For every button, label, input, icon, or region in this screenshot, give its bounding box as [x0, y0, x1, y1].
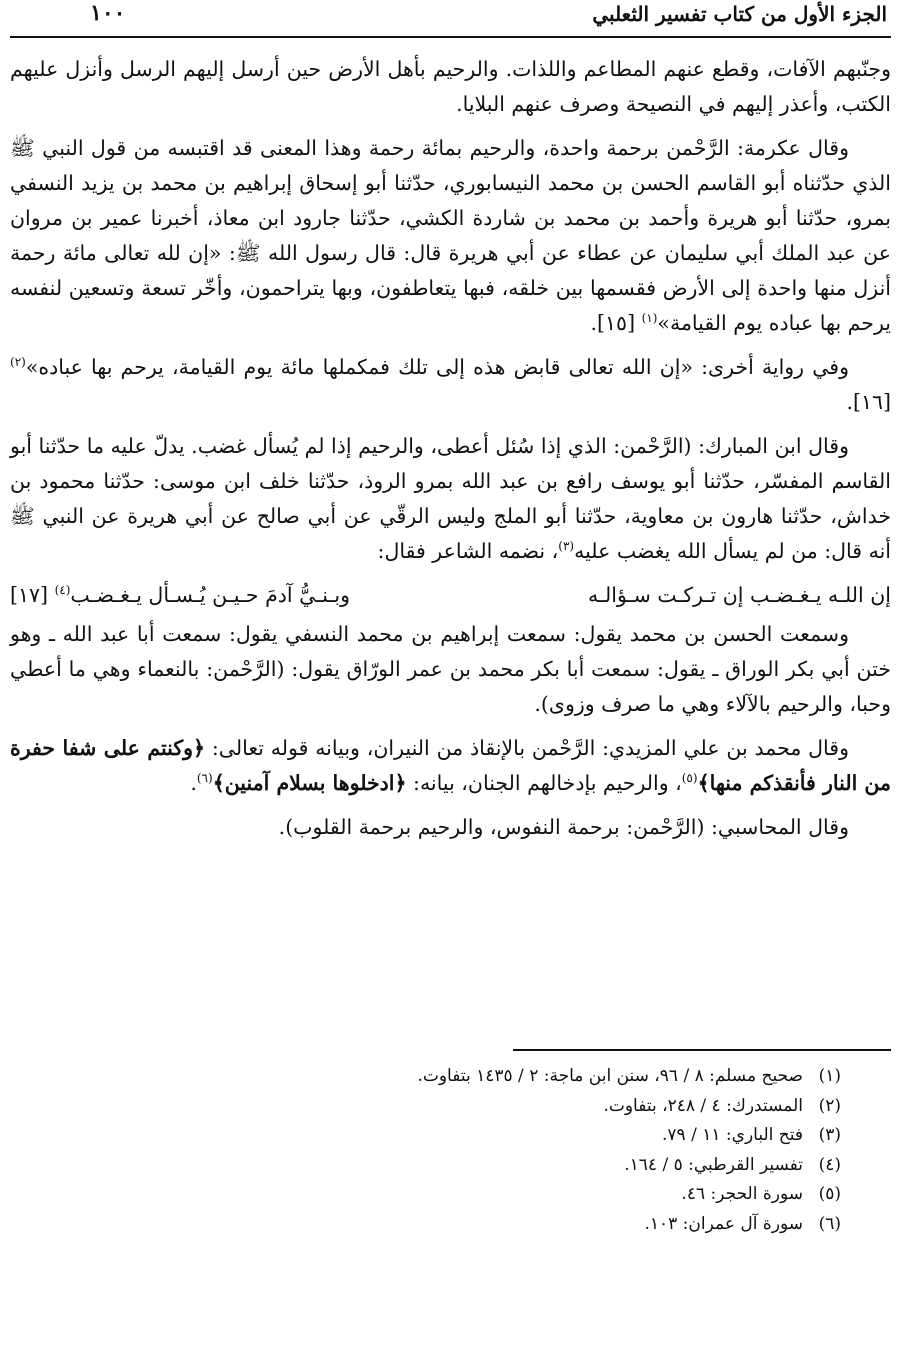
paragraph-1	[10, 52, 891, 122]
footnote-marker: (١)	[641, 311, 658, 326]
footnote-number: (٦)	[818, 1213, 841, 1234]
verse-second-hemistich: وبـنـيُّ آدمَ حـيـن يُـسـأل يـغـضـب	[70, 583, 351, 607]
footnote-number: (٣)	[818, 1125, 841, 1145]
footnote-marker: (٦)	[196, 771, 213, 786]
footnote-marker: (٤)	[54, 583, 71, 598]
footnote-item	[241, 1121, 841, 1151]
paragraph-text-continued: ، نضمه الشاعر فقال:	[377, 539, 559, 563]
footnote-text: المستدرك: ٤ / ٢٤٨، بتفاوت.	[603, 1095, 803, 1116]
paragraph-4	[10, 429, 891, 569]
footnote-number: (١)	[818, 1066, 841, 1086]
hadith-reference: [١٦].	[846, 390, 891, 414]
quran-quote: ﴿ادخلوها بسلام آمنين﴾	[212, 771, 407, 795]
footnote-item	[241, 1062, 841, 1092]
footnote-item	[241, 1210, 841, 1240]
main-text	[10, 52, 891, 854]
page-header	[10, 0, 891, 38]
paragraph-text: وقال عكرمة: الرَّحْمن برحمة واحدة، والرحيم بمائة رحمة وهذا المعنى قد اقتبسه من قول النبي ﷺ الذي حدّثناه أبو القاسم الحسن بن محمد النيسابوري، حدّثنا أبو إسحاق إبراهيم بن محمد بن يزيد النسفي بمرو، حدّثنا أبو هريرة وأحمد بن محمد بن شاردة الكشي، حدّثنا جارود ابن معاذ، أخبرنا عمير بن مروان عن عبد الملك أبي سليمان عن عطاء عن أبي هريرة قال: قال رسول الله ﷺ: «إن لله تعالى مائة رحمة أنزل منها واحدة إلى الأرض فقسمها بين خلقه، فبها يتعاطفون، وبها يتراحمون، وأخّر تسعة وتسعين لنفسه يرحم بها عباده يوم القيامة»	[10, 136, 891, 335]
footnote-number: (٢)	[818, 1095, 841, 1116]
footnote-text: فتح الباري: ١١ / ٧٩.	[662, 1125, 803, 1145]
page-number: ١٠٠	[90, 0, 126, 26]
footnote-item	[241, 1180, 841, 1210]
paragraph-text: وسمعت الحسن بن محمد يقول: سمعت إبراهيم بن محمد النسفي يقول: سمعت أبا عبد الله ـ وهو ختن أبي بكر الوراق ـ يقول: سمعت أبا بكر محمد بن عمر الورّاق يقول: (الرَّحْمن: بالنعماء وهي ما أعطي وحبا، والرحيم بالآلاء وهي ما صرف وزوى).	[10, 622, 891, 716]
footnote-text: سورة آل عمران: ١٠٣.	[644, 1213, 803, 1234]
footnote-text: تفسير القرطبي: ٥ / ١٦٤.	[624, 1154, 803, 1175]
paragraph-3	[10, 350, 891, 420]
paragraph-text: وقال ابن المبارك: (الرَّحْمن: الذي إذا سُئل أعطى، والرحيم إذا لم يُسأل غضب. يدلّ عليه ما حدّثنا أبو القاسم المفسّر، حدّثنا أبو يوسف رافع بن عبد الله بمرو الروذ، حدّثنا خلف ابن موسى: حدّثنا محمود بن خداش، حدّثنا هارون بن معاوية، حدّثنا أبو الملج وليس الرقّي عن أبي صالح عن أبي هريرة عن النبي ﷺ أنه قال: من لم يسأل الله يغضب عليه	[10, 434, 891, 563]
paragraph-5	[10, 617, 891, 722]
poetry-verse	[10, 578, 891, 613]
footnote-marker: (٥)	[681, 771, 698, 786]
verse-first-hemistich: إن اللـه يـغـضـب إن تـركـت سـؤالـه	[588, 583, 891, 607]
footnote-number: (٥)	[818, 1184, 841, 1204]
paragraph-6	[10, 731, 891, 801]
footnote-number: (٤)	[818, 1154, 841, 1175]
quran-quote: ﴿وكنتم على شفا حفرة من النار فأنقذكم منها﴾	[10, 736, 891, 795]
paragraph-text-end: .	[190, 771, 197, 795]
footnote-text: سورة الحجر: ٤٦.	[681, 1184, 803, 1204]
verse-second-part	[10, 578, 350, 613]
paragraph-text: وجنّبهم الآفات، وقطع عنهم المطاعم واللذات. والرحيم بأهل الأرض حين أرسل إليهم الرسل وأنزل عليهم الكتب، وأعذر إليهم في النصيحة وصرف عنهم البلايا.	[10, 57, 891, 116]
paragraph-text: وقال المحاسبي: (الرَّحْمن: برحمة النفوس، والرحيم برحمة القلوب).	[278, 815, 849, 839]
paragraph-text: وقال محمد بن علي المزيدي: الرَّحْمن بالإنقاذ من النيران، وبيانه قوله تعالى:	[211, 736, 849, 760]
footnote-marker: (٣)	[558, 539, 575, 554]
hadith-reference: [١٥].	[590, 311, 636, 335]
running-title: الجزء الأول من كتاب تفسير الثعلبي	[592, 2, 887, 26]
paragraph-7	[10, 810, 891, 845]
footnote-marker: (٢)	[10, 355, 26, 370]
footnote-item	[241, 1151, 841, 1181]
paragraph-2	[10, 131, 891, 341]
footnotes	[241, 1062, 841, 1239]
footnote-divider	[513, 1049, 891, 1051]
footnote-item	[241, 1092, 841, 1122]
paragraph-text-middle: ، والرحيم بإدخالهم الجنان، بيانه:	[413, 771, 682, 795]
hadith-reference: [١٧]	[10, 583, 49, 607]
footnote-text: صحيح مسلم: ٨ / ٩٦، سنن ابن ماجة: ٢ / ١٤٣٥ بتفاوت.	[417, 1066, 803, 1086]
paragraph-text: وفي رواية أخرى: «إن الله تعالى قابض هذه إلى تلك فمكملها مائة يوم القيامة، يرحم بها عباده»	[25, 355, 849, 379]
